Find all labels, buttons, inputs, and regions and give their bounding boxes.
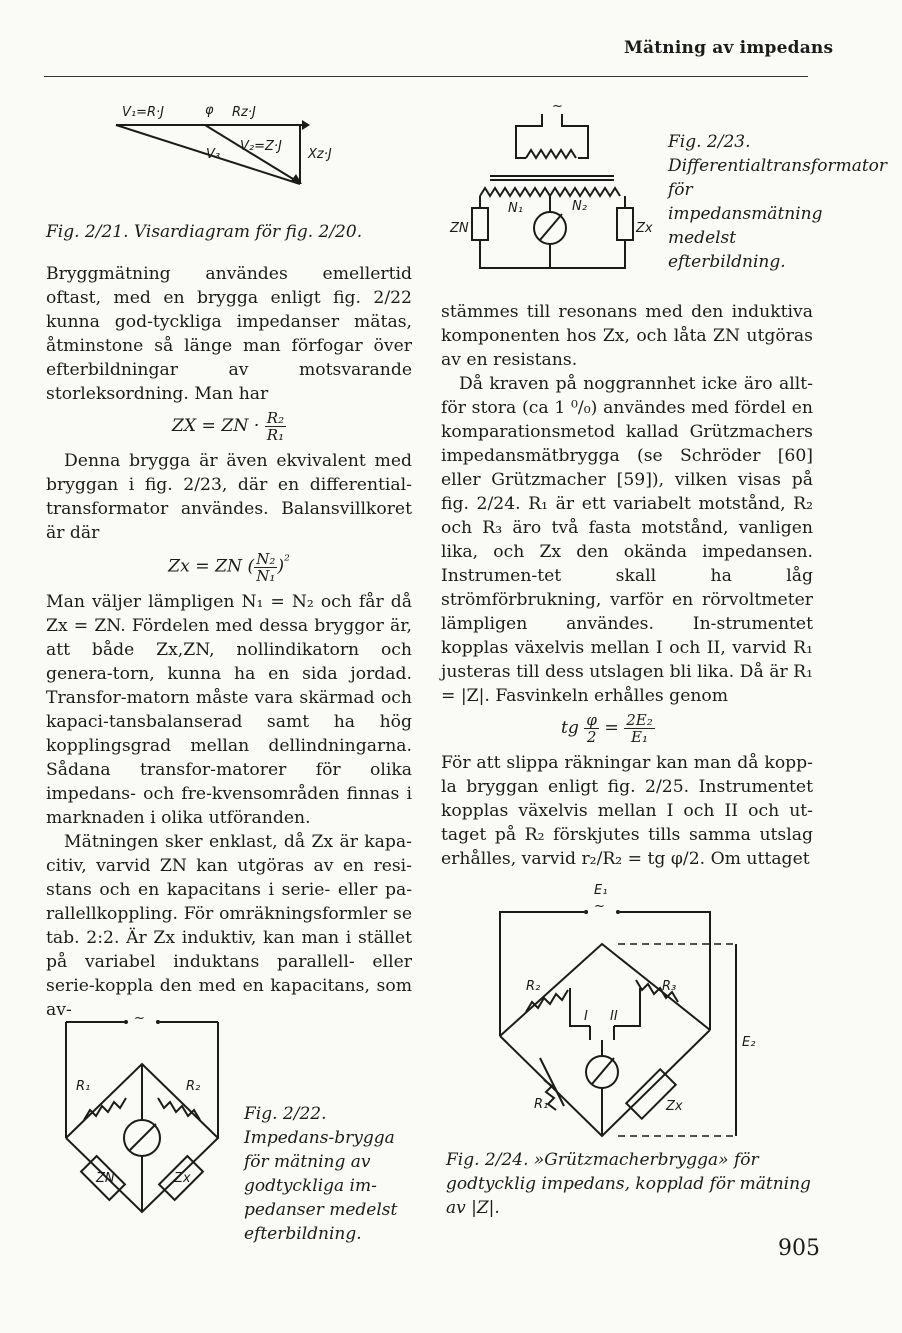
formula2-exp: ² [284,553,290,569]
fig21-label-v2: V₂=Z·J [240,139,282,154]
fig21-phasor-diagram [110,100,370,210]
fig23-transformer-diagram [450,99,653,270]
fig22-label-r1: R₁ [76,1079,91,1094]
fig24-label-e2: E₂ [742,1035,756,1050]
fig24-grutzmacher-bridge-diagram [490,880,780,1145]
page-number: 905 [778,1236,820,1261]
left-column [46,262,412,1022]
fig23-label-n2: N₂ [572,199,587,214]
fig24-caption: Fig. 2/24. »Grützmacherbrygga» för godtycklig impedans, kopplad för mätning av |Z|. [446,1150,811,1218]
fig22-label-zx: Zx [174,1171,191,1186]
fig23-label-zn: ZN [450,221,469,236]
formula-zx-bridge [46,410,412,443]
formula3-num2: 2E₂ [626,711,653,729]
fig24-label-zx: Zx [666,1099,683,1114]
fig23-source: ~ [552,99,563,114]
formula3-lhs: tg [561,718,579,738]
right-paragraph-3: För att slippa räkningar kan man då kopp-la bryggan enligt fig. 2/25. Instrumentet kopplas växelvis mellan I och II och ut-taget på R₂ förskjutes tills samma utslag erhålles, varvid r₂/R₂ = tg φ/2. Om uttaget [441,753,813,869]
fig22-source: ~ [134,1011,145,1026]
formula-phase-angle: tg $\frac{\varphi}{2}$ = $\frac{\text{2E₂}}{\text{E₁}}$ [561,711,653,746]
formula1-num: R₂ [266,409,285,427]
left-paragraph-1: Bryggmätning användes emellertid oftast, med en brygga enligt fig. 2/22 kunna god-tyckliga impedanser mätas, åtminstone så länge man förfogar över efterbildningar av motsvarande storleksordning. Man har [46,264,412,404]
fig21-caption: Fig. 2/21. Visardiagram för fig. 2/20. [46,222,363,242]
formula1-lhs: ZX = ZN · [171,416,260,436]
left-paragraph-4: Mätningen sker enklast, då Zx är kapa-citiv, varvid ZN kan utgöras av en resi-stans och en kapacitans i serie- eller pa-rallellkoppling. För omräkningsformler se tab. 2:2. Är Zx induktiv, kan man i stället på variabel induktans parallell- eller serie-koppla den med en kapacitans, som av- [46,831,412,1020]
fig21-label-v1: V₁=R·J [122,105,164,120]
formula2-lhs: Zx = ZN [168,556,243,577]
formula3-den1: 2 [586,728,597,746]
formula3-den2: E₁ [631,728,648,746]
fig22-bridge-diagram [62,1010,232,1225]
fig24-source: ~ [594,899,605,914]
fig24-label-e1: E₁ [594,883,608,898]
fig23-label-zx: Zx [636,221,653,236]
fig21-label-rz: Rz·J [232,105,256,120]
formula-zx-transformer: Zx = ZN ( $\frac{\text{N₂}}{\text{N₁}}$ )$^{^2}$ [168,549,290,585]
fig23-label-n1: N₁ [508,201,523,216]
running-header: Mätning av impedans [624,38,834,58]
fig21-label-xz: Xz·J [308,147,332,162]
fig23-caption: Fig. 2/23. Differentialtransformator för impedansmätning medelst efterbildning. [668,132,888,272]
right-column [441,300,813,871]
left-paragraph-3: Man väljer lämpligen N₁ = N₂ och får då Zx = ZN. Fördelen med dessa bryggor är, att både Zx,ZN, nollindikatorn och genera-torn, kunna ha en sida jordad. Transfor-matorn måste vara skärmad och kapaci-tansbalanserad samt ha hög kopplingsgrad mellan dellindningarna. Sådana transfor-matorer för olika impedans- och fre-kvensområden finnas i marknaden i olika utföranden. [46,591,412,828]
fig24-label-r3: R₃ [662,979,677,994]
fig21-label-v3: V₃ [206,147,221,162]
formula1-den: R₁ [266,426,285,444]
right-paragraph-2: Då kraven på noggrannhet icke äro allt-för stora (ca 1 ⁰/₀) användes med fördel en komparationsmetod kallad Grützmachers impedansmätbrygga (se Schröder [60] eller Grützmacher [59]), vilken visas på fig. 2/24. R₁ är ett variabelt motstånd, R₂ och R₃ äro två fasta motstånd, vanligen lika, och Zx den okända impedansen. Instrumen-tet skall ha låg strömförbrukning, varför en rörvoltmeter lämpligen användes. In-strumentet kopplas växelvis mellan I och II, varvid R₁ justeras till dess utslagen bli lika. Då är R₁ = |Z|. Fasvinkeln erhålles genom [441,374,813,706]
left-paragraph-2: Denna brygga är även ekvivalent med bryggan i fig. 2/23, där en differential-transformator användes. Balansvillkoret är där [46,451,412,543]
fig24-label-r2: R₂ [526,979,541,994]
fig22-caption: Fig. 2/22. Impedans-brygga för mätning av godtyckliga im-pedanser medelst efterbildning. [244,1104,398,1244]
fig22-label-zn: ZN [96,1171,115,1186]
formula2-num: N₂ [256,549,276,568]
formula2-den: N₁ [256,566,276,585]
fig21-label-phi: φ [205,103,214,118]
header-rule [44,76,808,77]
fig24-label-r1: R₁ [534,1097,549,1112]
formula3-num1: φ [586,711,597,729]
fig22-label-r2: R₂ [186,1079,201,1094]
right-paragraph-1: stämmes till resonans med den induktiva komponenten hos Zx, och låta ZN utgöras av en resistans. [441,302,813,370]
fig24-label-i: I [584,1009,588,1024]
fig24-label-ii: II [610,1009,618,1024]
